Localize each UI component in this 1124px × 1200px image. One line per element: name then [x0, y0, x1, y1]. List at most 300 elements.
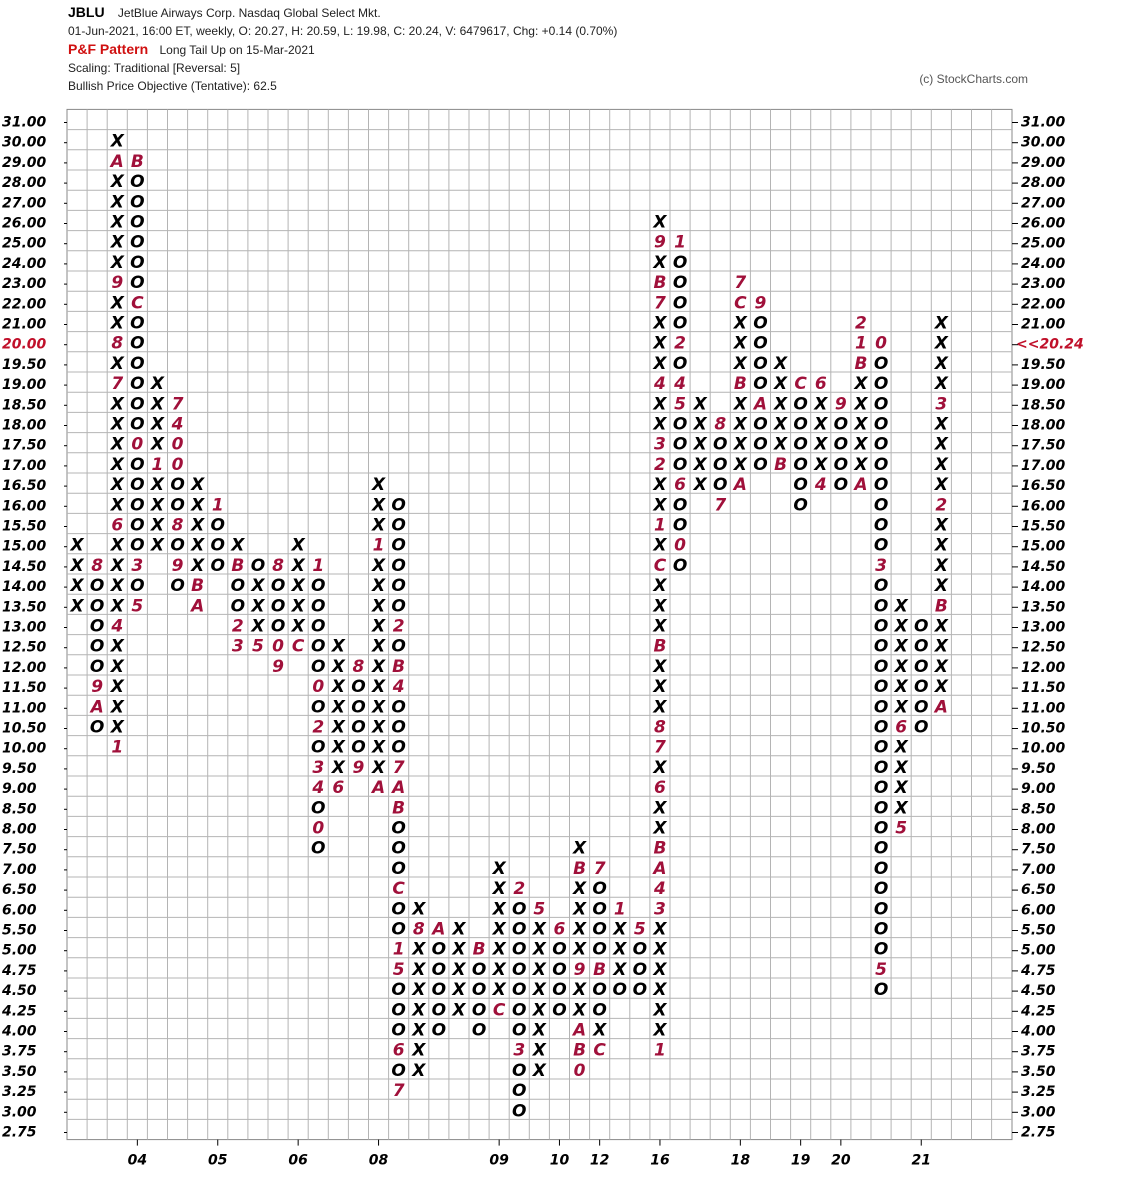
- y-axis-label-left: 17.50: [2, 437, 47, 454]
- pf-o-mark: O: [873, 576, 889, 597]
- pf-month-mark: 1: [312, 555, 325, 576]
- y-axis-label-right: 14.50: [1021, 558, 1066, 575]
- y-axis-label-left: 16.00: [2, 498, 47, 515]
- y-axis-label-right: 6.50: [1021, 882, 1056, 899]
- pf-o-mark: O: [130, 353, 145, 374]
- y-axis-label-right: 13.00: [1021, 619, 1066, 636]
- pf-o-mark: O: [914, 697, 929, 718]
- pf-x-mark: X: [653, 252, 667, 273]
- pf-o-mark: O: [130, 394, 145, 415]
- y-axis-label-left: 21.00: [2, 316, 47, 333]
- pf-x-mark: X: [934, 313, 948, 334]
- y-axis-label-right: 24.00: [1021, 255, 1066, 272]
- pf-month-mark: A: [854, 475, 868, 496]
- pf-x-mark: X: [572, 899, 587, 920]
- pf-x-mark: X: [593, 1020, 607, 1041]
- year-label: 18: [730, 1152, 751, 1169]
- pf-month-mark: A: [110, 151, 124, 172]
- pf-o-mark: O: [391, 576, 406, 597]
- pf-o-mark: O: [753, 374, 768, 395]
- pf-x-mark: X: [150, 434, 165, 455]
- pf-o-mark: O: [391, 596, 406, 617]
- pf-o-mark: O: [391, 515, 406, 536]
- pf-x-mark: X: [331, 737, 345, 758]
- pf-x-mark: X: [251, 616, 265, 637]
- pf-x-mark: X: [532, 1000, 546, 1021]
- y-axis-label-right: 17.50: [1021, 437, 1066, 454]
- pf-x-mark: X: [150, 475, 165, 496]
- pf-o-mark: O: [391, 818, 406, 839]
- pf-month-mark: C: [653, 555, 667, 576]
- pf-o-mark: O: [311, 697, 326, 718]
- y-axis-label-right: 13.50: [1021, 599, 1066, 616]
- pf-o-mark: O: [873, 919, 889, 940]
- pf-month-mark: 1: [151, 454, 164, 475]
- pf-month-mark: B: [934, 596, 948, 617]
- pf-x-mark: X: [191, 535, 205, 556]
- pf-month-mark: B: [653, 273, 667, 294]
- pf-o-mark: O: [873, 394, 889, 415]
- pf-o-mark: O: [873, 515, 889, 536]
- pf-o-mark: O: [873, 697, 889, 718]
- pf-o-mark: O: [873, 818, 889, 839]
- pf-x-mark: X: [532, 1020, 546, 1041]
- pf-o-mark: O: [592, 879, 607, 900]
- pf-month-mark: 5: [875, 959, 887, 980]
- pf-o-mark: O: [130, 475, 145, 496]
- pf-o-mark: O: [89, 616, 105, 637]
- pf-x-mark: X: [371, 495, 386, 516]
- pf-o-mark: O: [351, 717, 366, 738]
- pf-o-mark: O: [250, 555, 266, 576]
- pf-month-mark: 8: [654, 717, 666, 738]
- y-axis-label-right: 4.75: [1021, 962, 1056, 979]
- pf-o-mark: O: [753, 414, 768, 435]
- pf-o-mark: O: [592, 1000, 607, 1021]
- pf-x-mark: X: [452, 939, 466, 960]
- objective-line: Bullish Price Objective (Tentative): 62.5: [68, 79, 277, 93]
- y-axis-label-right: 16.00: [1021, 498, 1066, 515]
- pf-o-mark: O: [391, 838, 406, 859]
- pf-o-mark: O: [793, 394, 808, 415]
- pf-o-mark: O: [512, 959, 527, 980]
- pf-x-mark: X: [934, 677, 948, 698]
- pf-x-mark: X: [110, 232, 124, 253]
- pf-x-mark: X: [653, 212, 667, 233]
- year-label: 04: [127, 1152, 148, 1169]
- pf-x-mark: X: [492, 939, 506, 960]
- pf-month-mark: 3: [231, 636, 244, 657]
- pf-o-mark: O: [592, 919, 607, 940]
- pf-x-mark: X: [653, 576, 667, 597]
- pf-x-mark: X: [894, 636, 908, 657]
- pf-month-mark: 0: [171, 454, 184, 475]
- quote-line: 01-Jun-2021, 16:00 ET, weekly, O: 20.27, H: 20.59, L: 19.98, C: 20.24, V: 6479617, Chg: +0.14 (0.70%): [68, 24, 618, 38]
- pf-o-mark: O: [130, 172, 145, 193]
- pf-month-mark: A: [432, 919, 446, 940]
- pf-o-mark: O: [873, 616, 889, 637]
- pf-o-mark: O: [230, 596, 246, 617]
- pf-month-mark: B: [653, 838, 667, 859]
- y-axis-label-right: 19.00: [1021, 377, 1066, 394]
- pf-month-mark: A: [572, 1020, 587, 1041]
- pf-o-mark: O: [632, 959, 648, 980]
- pf-x-mark: X: [150, 374, 165, 395]
- pf-o-mark: O: [672, 293, 688, 314]
- y-axis-label-left: 20.00: [2, 336, 47, 353]
- pf-month-mark: 6: [392, 1040, 405, 1061]
- y-axis-label-left: 12.00: [2, 659, 47, 676]
- year-label: 19: [790, 1152, 811, 1169]
- y-axis-label-left: 3.25: [2, 1084, 37, 1101]
- pf-month-mark: 4: [312, 778, 325, 799]
- pf-month-mark: 1: [654, 1040, 666, 1061]
- y-axis-label-left: 12.50: [2, 639, 47, 656]
- pf-x-mark: X: [452, 959, 466, 980]
- pf-month-mark: B: [593, 959, 607, 980]
- pf-month-mark: 7: [171, 394, 184, 415]
- pf-month-mark: A: [653, 858, 667, 879]
- pf-month-mark: B: [653, 636, 667, 657]
- y-axis-label-right: 5.50: [1021, 922, 1056, 939]
- pf-o-mark: O: [833, 434, 849, 455]
- y-axis-label-right: 10.50: [1021, 720, 1066, 737]
- pf-o-mark: O: [512, 980, 527, 1001]
- y-axis-label-right: 6.00: [1021, 902, 1056, 919]
- pf-x-mark: X: [412, 1000, 426, 1021]
- pf-o-mark: O: [713, 475, 728, 496]
- y-axis-label-left: 18.50: [2, 397, 47, 414]
- ticker-symbol: JBLU: [68, 4, 105, 20]
- pf-o-mark: O: [89, 656, 105, 677]
- pf-x-mark: X: [653, 353, 667, 374]
- y-axis-label-left: 3.00: [2, 1104, 37, 1121]
- pf-o-mark: O: [130, 515, 145, 536]
- pf-x-mark: X: [693, 454, 707, 475]
- pf-o-mark: O: [873, 757, 889, 778]
- pf-x-mark: X: [773, 414, 788, 435]
- pf-o-mark: O: [391, 697, 406, 718]
- year-label: 20: [831, 1152, 851, 1169]
- pf-x-mark: X: [191, 495, 205, 516]
- pf-o-mark: O: [471, 1020, 487, 1041]
- pf-o-mark: O: [873, 778, 889, 799]
- pf-x-mark: X: [110, 212, 124, 233]
- y-axis-label-right: 18.50: [1021, 397, 1066, 414]
- year-label: 06: [288, 1152, 308, 1169]
- pf-x-mark: X: [934, 636, 948, 657]
- y-axis-label-right: 22.00: [1021, 296, 1066, 313]
- pf-x-mark: X: [934, 656, 948, 677]
- y-axis-label-right: 9.50: [1021, 760, 1056, 777]
- pf-x-mark: X: [452, 1000, 466, 1021]
- pf-o-mark: O: [592, 939, 607, 960]
- pf-x-mark: X: [251, 576, 265, 597]
- pf-month-mark: 2: [654, 454, 666, 475]
- pf-month-mark: 1: [855, 333, 867, 354]
- pf-x-mark: X: [934, 434, 948, 455]
- pf-x-mark: X: [110, 656, 124, 677]
- y-axis-label-right: 7.00: [1021, 861, 1056, 878]
- pf-o-mark: O: [130, 374, 145, 395]
- y-axis-label-left: 11.00: [2, 700, 47, 717]
- pf-o-mark: O: [391, 858, 406, 879]
- pf-month-mark: B: [774, 454, 788, 475]
- pf-month-mark: A: [90, 697, 104, 718]
- pf-x-mark: X: [934, 515, 948, 536]
- pf-x-mark: X: [150, 535, 165, 556]
- pf-month-mark: 8: [272, 555, 284, 576]
- pf-o-mark: O: [672, 434, 688, 455]
- pf-x-mark: X: [331, 717, 345, 738]
- pf-o-mark: O: [552, 959, 567, 980]
- pf-month-mark: 7: [111, 374, 124, 395]
- pf-o-mark: O: [391, 980, 406, 1001]
- pf-x-mark: X: [572, 838, 587, 859]
- pf-x-mark: X: [492, 858, 506, 879]
- pf-x-mark: X: [371, 616, 386, 637]
- pf-o-mark: O: [512, 1020, 527, 1041]
- y-axis-label-right: 11.00: [1021, 700, 1066, 717]
- y-axis-label-right: 18.00: [1021, 417, 1066, 434]
- pf-o-mark: O: [230, 576, 246, 597]
- pf-x-mark: X: [854, 434, 868, 455]
- pf-x-mark: X: [693, 394, 707, 415]
- pf-x-mark: X: [532, 939, 546, 960]
- y-axis-label-left: 9.50: [2, 760, 37, 777]
- pf-x-mark: X: [934, 576, 948, 597]
- pf-x-mark: X: [452, 980, 466, 1001]
- pf-o-mark: O: [672, 495, 688, 516]
- pf-x-mark: X: [371, 677, 386, 698]
- pf-month-mark: 1: [674, 232, 686, 253]
- pf-month-mark: 7: [392, 757, 405, 778]
- y-axis-label-right: 4.00: [1021, 1023, 1056, 1040]
- pf-x-mark: X: [110, 596, 124, 617]
- pf-o-mark: O: [713, 434, 728, 455]
- pf-o-mark: O: [270, 616, 286, 637]
- pf-month-mark: 2: [855, 313, 867, 334]
- y-axis-label-left: 3.75: [2, 1043, 37, 1060]
- pf-month-mark: 9: [654, 232, 666, 253]
- pf-o-mark: O: [311, 636, 326, 657]
- pf-month-mark: 4: [171, 414, 184, 435]
- pf-x-mark: X: [653, 313, 667, 334]
- pf-x-mark: X: [653, 757, 667, 778]
- pf-o-mark: O: [873, 838, 889, 859]
- pf-x-mark: X: [110, 252, 124, 273]
- pf-x-mark: X: [291, 616, 305, 637]
- pf-x-mark: X: [894, 697, 908, 718]
- pf-x-mark: X: [814, 434, 828, 455]
- pf-o-mark: O: [672, 273, 688, 294]
- pattern-text: Long Tail Up on 15-Mar-2021: [159, 43, 315, 57]
- pf-month-mark: 7: [392, 1081, 405, 1102]
- pf-o-mark: O: [130, 192, 145, 213]
- pf-x-mark: X: [70, 535, 84, 556]
- y-axis-label-left: 5.00: [2, 942, 37, 959]
- pf-x-mark: X: [371, 475, 386, 496]
- pf-o-mark: O: [753, 333, 768, 354]
- pf-month-mark: 9: [111, 273, 124, 294]
- pf-month-mark: 5: [633, 919, 646, 940]
- pf-x-mark: X: [110, 495, 124, 516]
- pf-o-mark: O: [833, 454, 849, 475]
- pf-x-mark: X: [934, 535, 948, 556]
- pf-month-mark: 5: [533, 899, 546, 920]
- pf-month-mark: 0: [875, 333, 887, 354]
- y-axis-label-right: 5.00: [1021, 942, 1056, 959]
- pf-month-mark: 6: [814, 374, 827, 395]
- company-name: JetBlue Airways Corp. Nasdaq Global Select Mkt.: [117, 6, 381, 20]
- pf-month-mark: 9: [352, 757, 365, 778]
- pf-x-mark: X: [934, 475, 948, 496]
- pf-o-mark: O: [873, 353, 889, 374]
- pf-x-mark: X: [532, 1060, 546, 1081]
- y-axis-label-left: 15.00: [2, 538, 47, 555]
- pf-x-mark: X: [412, 1020, 426, 1041]
- pf-month-mark: 2: [935, 495, 948, 516]
- y-axis-label-right: 27.00: [1021, 195, 1066, 212]
- pf-month-mark: 2: [674, 333, 686, 354]
- pf-x-mark: X: [371, 656, 386, 677]
- pf-x-mark: X: [291, 596, 305, 617]
- pf-month-mark: 0: [131, 434, 144, 455]
- pf-month-mark: B: [392, 656, 406, 677]
- pf-x-mark: X: [894, 737, 908, 758]
- pf-x-mark: X: [653, 535, 667, 556]
- pf-x-mark: X: [934, 414, 948, 435]
- pf-month-mark: B: [231, 555, 245, 576]
- pf-o-mark: O: [130, 495, 145, 516]
- pf-month-mark: 2: [392, 616, 405, 637]
- pf-month-mark: 0: [573, 1060, 586, 1081]
- pf-month-mark: A: [753, 394, 768, 415]
- pf-x-mark: X: [492, 919, 506, 940]
- pf-o-mark: O: [552, 980, 567, 1001]
- pf-o-mark: O: [130, 454, 145, 475]
- pf-o-mark: O: [873, 596, 889, 617]
- pf-month-mark: 3: [131, 555, 144, 576]
- pf-x-mark: X: [532, 959, 546, 980]
- pf-o-mark: O: [873, 899, 889, 920]
- pf-o-mark: O: [391, 555, 406, 576]
- pf-o-mark: O: [471, 980, 487, 1001]
- pf-o-mark: O: [431, 980, 447, 1001]
- y-axis-label-right: 15.00: [1021, 538, 1066, 555]
- pf-x-mark: X: [854, 394, 868, 415]
- pf-x-mark: X: [191, 555, 205, 576]
- pf-x-mark: X: [412, 1060, 426, 1081]
- pf-month-mark: 4: [111, 616, 124, 637]
- pf-month-mark: 0: [171, 434, 184, 455]
- pf-month-mark: 4: [654, 374, 666, 395]
- pf-x-mark: X: [371, 555, 386, 576]
- pf-x-mark: X: [371, 596, 386, 617]
- pf-x-mark: X: [371, 717, 386, 738]
- pf-o-mark: O: [873, 980, 889, 1001]
- pf-o-mark: O: [391, 737, 406, 758]
- y-axis-label-right: 7.50: [1021, 841, 1056, 858]
- pf-month-mark: B: [392, 798, 406, 819]
- pf-month-mark: 6: [553, 919, 566, 940]
- y-axis-label-left: 3.50: [2, 1063, 37, 1080]
- pf-x-mark: X: [773, 434, 788, 455]
- pf-x-mark: X: [110, 535, 124, 556]
- pf-month-mark: 9: [91, 677, 104, 698]
- pf-o-mark: O: [512, 1060, 527, 1081]
- y-axis-label-right: 3.50: [1021, 1063, 1056, 1080]
- pf-x-mark: X: [110, 394, 124, 415]
- y-axis-label-right: 2.75: [1021, 1124, 1056, 1141]
- pf-x-mark: X: [150, 495, 165, 516]
- pf-o-mark: O: [873, 636, 889, 657]
- pf-o-mark: O: [873, 454, 889, 475]
- y-axis-label-left: 8.00: [2, 821, 37, 838]
- pf-x-mark: X: [653, 980, 667, 1001]
- pf-x-mark: X: [894, 798, 908, 819]
- y-axis-label-left: 15.50: [2, 518, 47, 535]
- pf-o-mark: O: [753, 434, 768, 455]
- pf-x-mark: X: [110, 172, 124, 193]
- pf-o-mark: O: [672, 414, 688, 435]
- pf-x-mark: X: [492, 980, 506, 1001]
- y-axis-label-left: 7.50: [2, 841, 37, 858]
- pf-month-mark: B: [472, 939, 486, 960]
- pf-x-mark: X: [110, 697, 124, 718]
- y-axis-label-left: 25.00: [2, 235, 47, 252]
- pf-month-mark: 4: [674, 374, 686, 395]
- pf-month-mark: C: [492, 1000, 506, 1021]
- pf-x-mark: X: [613, 959, 627, 980]
- y-axis-label-right: 15.50: [1021, 518, 1066, 535]
- y-axis-label-right: 8.50: [1021, 801, 1056, 818]
- pf-x-mark: X: [814, 394, 828, 415]
- year-label: 08: [368, 1152, 389, 1169]
- pf-month-mark: A: [191, 596, 205, 617]
- pf-month-mark: 7: [714, 495, 727, 516]
- pf-o-mark: O: [873, 414, 889, 435]
- pf-x-mark: X: [412, 959, 426, 980]
- pf-x-mark: X: [653, 656, 667, 677]
- pf-month-mark: A: [733, 475, 747, 496]
- pf-o-mark: O: [873, 939, 889, 960]
- pf-month-mark: B: [191, 576, 205, 597]
- pf-month-mark: B: [573, 858, 587, 879]
- pf-month-mark: 8: [171, 515, 184, 536]
- pf-o-mark: O: [170, 495, 185, 516]
- pf-x-mark: X: [653, 798, 667, 819]
- pf-x-mark: X: [773, 394, 788, 415]
- pf-o-mark: O: [512, 1101, 527, 1122]
- y-axis-label-left: 22.00: [2, 296, 47, 313]
- pf-o-mark: O: [873, 798, 889, 819]
- pf-x-mark: X: [653, 677, 667, 698]
- scaling-line: Scaling: Traditional [Reversal: 5]: [68, 61, 241, 75]
- pf-o-mark: O: [431, 1020, 447, 1041]
- pf-x-mark: X: [653, 616, 667, 637]
- pf-x-mark: X: [291, 535, 305, 556]
- pf-x-mark: X: [371, 515, 386, 536]
- pf-x-mark: X: [492, 879, 506, 900]
- pf-x-mark: X: [894, 778, 908, 799]
- pf-o-mark: O: [672, 454, 688, 475]
- pf-x-mark: X: [653, 1020, 667, 1041]
- pf-x-mark: X: [492, 899, 506, 920]
- pf-x-mark: X: [733, 353, 747, 374]
- pf-o-mark: O: [512, 939, 527, 960]
- pf-o-mark: O: [351, 737, 366, 758]
